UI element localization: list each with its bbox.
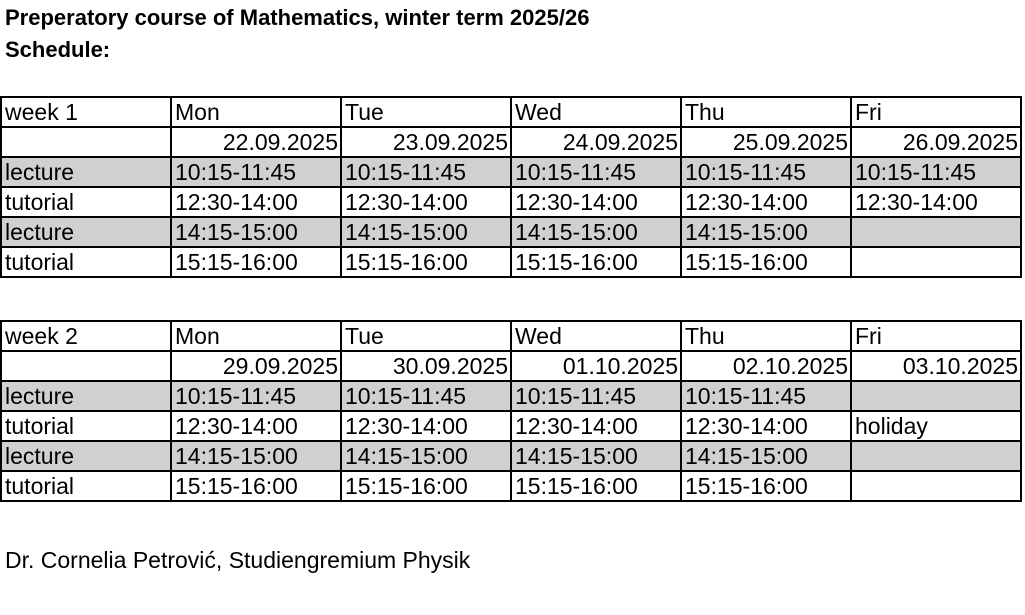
session-type: tutorial (1, 187, 171, 217)
session-type: tutorial (1, 247, 171, 277)
time-cell: 12:30-14:00 (851, 187, 1021, 217)
time-cell: 14:15-15:00 (681, 441, 851, 471)
table-row (1, 411, 1021, 441)
date-cell: 30.09.2025 (341, 351, 511, 381)
time-cell: 12:30-14:00 (341, 187, 511, 217)
session-type: lecture (1, 381, 171, 411)
table-row (1, 381, 1021, 411)
date-cell: 23.09.2025 (341, 127, 511, 157)
page-subtitle: Schedule: (5, 37, 111, 62)
time-cell: 12:30-14:00 (681, 187, 851, 217)
time-cell: 10:15-11:45 (341, 157, 511, 187)
time-cell: 15:15-16:00 (681, 247, 851, 277)
table-row (1, 157, 1021, 187)
day-header: Fri (851, 321, 1021, 351)
day-header: Tue (341, 97, 511, 127)
time-cell: 14:15-15:00 (171, 441, 341, 471)
time-cell: 10:15-11:45 (341, 381, 511, 411)
date-cell: 29.09.2025 (171, 351, 341, 381)
session-type: lecture (1, 217, 171, 247)
time-cell: 10:15-11:45 (511, 157, 681, 187)
day-header: Tue (341, 321, 511, 351)
time-cell: 12:30-14:00 (341, 411, 511, 441)
time-cell (851, 441, 1021, 471)
time-cell (851, 471, 1021, 501)
time-cell: 10:15-11:45 (851, 157, 1021, 187)
time-cell: 12:30-14:00 (511, 187, 681, 217)
session-type: tutorial (1, 411, 171, 441)
week-label: week 1 (1, 97, 171, 127)
schedule-table-week-2 (0, 320, 1022, 502)
time-cell: 15:15-16:00 (341, 247, 511, 277)
time-cell: 10:15-11:45 (681, 157, 851, 187)
time-cell: 15:15-16:00 (511, 471, 681, 501)
time-cell: 14:15-15:00 (511, 441, 681, 471)
time-cell (851, 381, 1021, 411)
time-cell: 14:15-15:00 (681, 217, 851, 247)
date-cell: 02.10.2025 (681, 351, 851, 381)
table-header-row (1, 97, 1021, 127)
schedule-table-week-1 (0, 96, 1022, 278)
time-cell: 10:15-11:45 (681, 381, 851, 411)
table-row (1, 441, 1021, 471)
date-cell: 22.09.2025 (171, 127, 341, 157)
date-cell: 03.10.2025 (851, 351, 1021, 381)
time-cell: 15:15-16:00 (681, 471, 851, 501)
empty-cell (1, 127, 171, 157)
time-cell: 10:15-11:45 (171, 381, 341, 411)
time-cell: 12:30-14:00 (681, 411, 851, 441)
time-cell (851, 217, 1021, 247)
week-label: week 2 (1, 321, 171, 351)
time-cell: 12:30-14:00 (171, 411, 341, 441)
time-cell: 12:30-14:00 (511, 411, 681, 441)
time-cell: 10:15-11:45 (171, 157, 341, 187)
time-cell: 15:15-16:00 (511, 247, 681, 277)
time-cell: 15:15-16:00 (171, 247, 341, 277)
day-header: Wed (511, 321, 681, 351)
day-header: Thu (681, 321, 851, 351)
author-footer: Dr. Cornelia Petrović, Studiengremium Physik (5, 547, 471, 573)
time-cell: 12:30-14:00 (171, 187, 341, 217)
table-row (1, 471, 1021, 501)
time-cell: 15:15-16:00 (341, 471, 511, 501)
date-cell: 24.09.2025 (511, 127, 681, 157)
table-header-row (1, 321, 1021, 351)
time-cell: 15:15-16:00 (171, 471, 341, 501)
time-cell: holiday (851, 411, 1021, 441)
session-type: lecture (1, 157, 171, 187)
date-row (1, 351, 1021, 381)
date-cell: 26.09.2025 (851, 127, 1021, 157)
time-cell: 14:15-15:00 (341, 441, 511, 471)
time-cell: 14:15-15:00 (511, 217, 681, 247)
session-type: lecture (1, 441, 171, 471)
date-cell: 01.10.2025 (511, 351, 681, 381)
day-header: Fri (851, 97, 1021, 127)
session-type: tutorial (1, 471, 171, 501)
time-cell: 14:15-15:00 (171, 217, 341, 247)
day-header: Mon (171, 321, 341, 351)
time-cell: 10:15-11:45 (511, 381, 681, 411)
page-title: Preperatory course of Mathematics, winter term 2025/26 (5, 5, 590, 30)
table-row (1, 187, 1021, 217)
date-row (1, 127, 1021, 157)
empty-cell (1, 351, 171, 381)
day-header: Mon (171, 97, 341, 127)
day-header: Wed (511, 97, 681, 127)
table-row (1, 247, 1021, 277)
table-row (1, 217, 1021, 247)
time-cell: 14:15-15:00 (341, 217, 511, 247)
date-cell: 25.09.2025 (681, 127, 851, 157)
time-cell (851, 247, 1021, 277)
day-header: Thu (681, 97, 851, 127)
